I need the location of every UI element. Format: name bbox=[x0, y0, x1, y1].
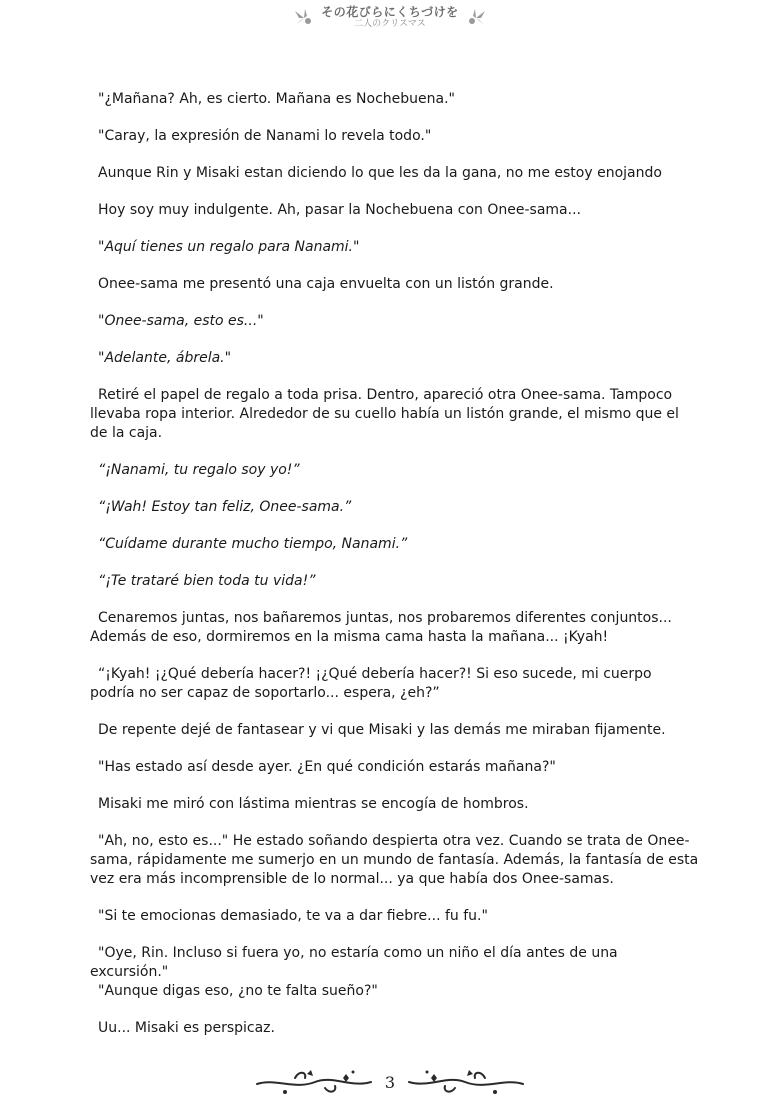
flower-sprig-icon bbox=[293, 7, 315, 29]
header-inner bbox=[293, 6, 486, 29]
paragraph: “¡Wah! Estoy tan feliz, Onee-sama.” bbox=[98, 499, 352, 515]
paragraph: "Oye, Rin. Incluso si fuera yo, no estaría como un niño el día antes de una excursión." bbox=[90, 945, 618, 980]
paragraph: "¿Mañana? Ah, es cierto. Mañana es Nochebuena." bbox=[98, 91, 455, 107]
flower-sprig-icon bbox=[465, 7, 487, 29]
book-subtitle: 二人のクリスマス bbox=[354, 19, 426, 29]
book-title: その花びらにくちづけを bbox=[321, 5, 459, 19]
paragraph: Hoy soy muy indulgente. Ah, pasar la Nochebuena con Onee-sama... bbox=[98, 202, 581, 218]
paragraph: "Has estado así desde ayer. ¿En qué condición estarás mañana?" bbox=[98, 759, 556, 775]
paragraph: Retiré el papel de regalo a toda prisa. Dentro, apareció otra Onee-sama. Tampoco llevaba ropa interior. Alrededor de su cuello había un listón grande, el mismo que el de la caja. bbox=[90, 387, 679, 441]
ribbon-ornament-icon bbox=[405, 1064, 525, 1100]
page-header bbox=[0, 6, 780, 29]
paragraph: “¡Nanami, tu regalo soy yo!” bbox=[98, 462, 300, 478]
paragraph: "Aunque digas eso, ¿no te falta sueño?" bbox=[98, 983, 378, 999]
page-number: 3 bbox=[384, 1072, 396, 1092]
paragraph: Onee-sama me presentó una caja envuelta con un listón grande. bbox=[98, 276, 554, 292]
paragraph: "Aquí tienes un regalo para Nanami." bbox=[98, 239, 360, 255]
paragraph: Aunque Rin y Misaki estan diciendo lo que les da la gana, no me estoy enojando bbox=[98, 165, 662, 181]
paragraph: "Onee-sama, esto es..." bbox=[98, 313, 264, 329]
paragraph: Uu... Misaki es perspicaz. bbox=[98, 1020, 275, 1036]
paragraph: Misaki me miró con lástima mientras se encogía de hombros. bbox=[98, 796, 529, 812]
paragraph: "Caray, la expresión de Nanami lo revela todo." bbox=[98, 128, 432, 144]
paragraph: “¡Kyah! ¡¿Qué debería hacer?! ¡¿Qué debería hacer?! Si eso sucede, mi cuerpo podría no ser capaz de soportarlo... espera, ¿eh?” bbox=[90, 666, 652, 701]
paragraph: "Ah, no, esto es..." He estado soñando despierta otra vez. Cuando se trata de Onee-sama, rápidamente me sumerjo en un mundo de fantasía. Además, la fantasía de esta vez era más incomprensible de lo normal... ya que había dos Onee-samas. bbox=[90, 833, 699, 887]
paragraph: “Cuídame durante mucho tiempo, Nanami.” bbox=[98, 536, 408, 552]
header-text bbox=[321, 6, 458, 29]
paragraph: “¡Te trataré bien toda tu vida!” bbox=[98, 573, 316, 589]
ribbon-ornament-icon bbox=[255, 1064, 375, 1100]
paragraph: "Si te emocionas demasiado, te va a dar fiebre... fu fu." bbox=[98, 908, 488, 924]
paragraph: De repente dejé de fantasear y vi que Misaki y las demás me miraban fijamente. bbox=[98, 722, 666, 738]
story-text bbox=[90, 90, 700, 1056]
page-footer bbox=[0, 1062, 780, 1102]
paragraph: "Adelante, ábrela." bbox=[98, 350, 232, 366]
paragraph: Cenaremos juntas, nos bañaremos juntas, nos probaremos diferentes conjuntos... Además de eso, dormiremos en la misma cama hasta la mañana... ¡Kyah! bbox=[90, 610, 672, 645]
